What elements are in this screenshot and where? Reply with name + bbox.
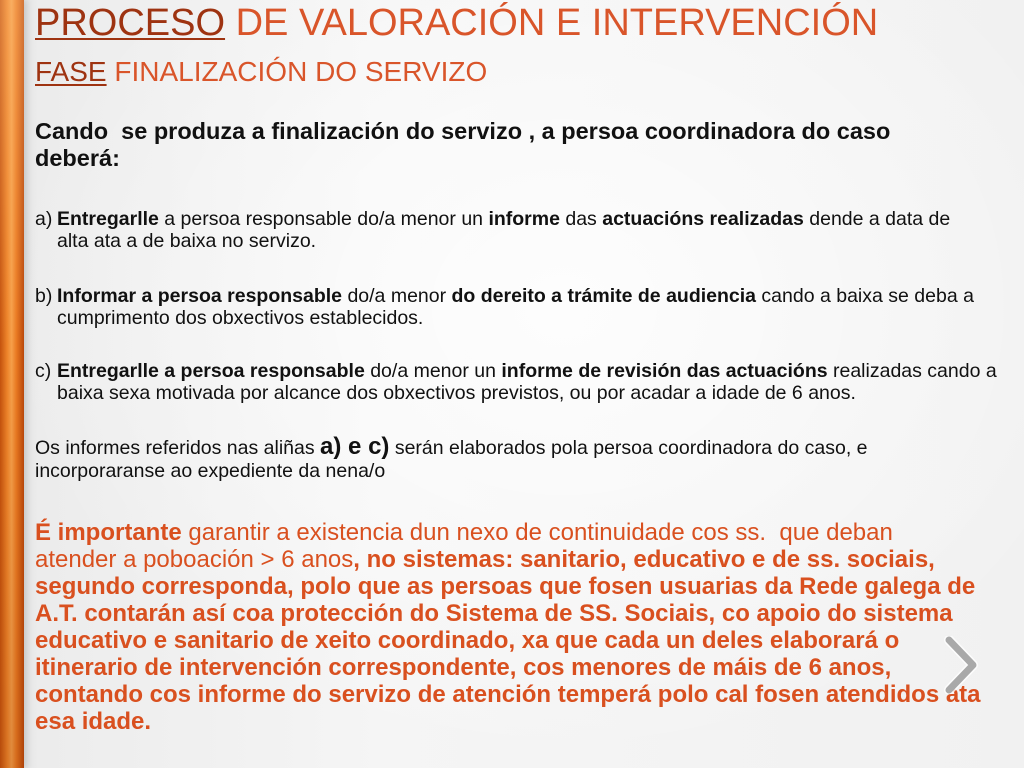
list-item-label: b) — [35, 285, 53, 307]
next-slide-chevron[interactable] — [942, 636, 980, 694]
chevron-right-icon — [942, 636, 980, 694]
text-run: do/a menor — [342, 285, 452, 307]
text-run: Os informes referidos nas aliñas — [35, 437, 321, 459]
text-line — [57, 208, 950, 230]
text-line — [35, 600, 981, 627]
bold-text-run: Entregarlle a persoa responsable — [57, 360, 365, 382]
bold-text-run: a) e c) — [320, 433, 390, 460]
slide-subtitle — [35, 56, 487, 88]
text-line — [35, 460, 868, 483]
text-line — [57, 382, 997, 404]
slide-title — [35, 2, 878, 44]
list-item-c — [0, 360, 1024, 448]
note-paragraph — [35, 433, 868, 483]
bold-text-run: , no sistemas: sanitario, educativo e de ss. sociais, — [353, 546, 935, 573]
bold-text-run: A.T. contarán así coa protección do Sistema de SS. Sociais, co apoio do sistema — [35, 600, 953, 627]
bold-text-run: itinerario de intervención correspondente, cos menores de máis de 6 anos, — [35, 654, 892, 681]
text-run: baixa sexa motivada por alcance dos obxectivos previstos, ou por acadar a idade de 6 anos. — [57, 382, 856, 404]
title-rest: DE VALORACIÓN E INTERVENCIÓN — [225, 2, 879, 44]
bold-text-run: Cando se produza a finalización do servizo , a persoa coordinadora do caso — [35, 118, 891, 144]
text-run: alta ata a de baixa no servizo. — [57, 230, 317, 252]
text-line — [57, 285, 974, 307]
text-run: garantir a existencia dun nexo de continuidade cos ss. que deban — [181, 519, 893, 546]
text-line — [35, 433, 868, 460]
intro-paragraph — [35, 118, 890, 172]
bold-text-run: do dereito a trámite de audiencia — [451, 285, 757, 307]
bold-text-run: Entregarlle — [57, 208, 159, 230]
text-line — [57, 230, 950, 252]
list-item-label: c) — [35, 360, 52, 382]
subtitle-rest: FINALIZACIÓN DO SERVIZO — [106, 56, 488, 87]
bold-text-run: Informar a persoa responsable — [57, 285, 343, 307]
text-run: serán elaborados pola persoa coordinadora do caso, e — [389, 437, 868, 459]
text-run: cando a baixa se deba a — [756, 285, 974, 307]
text-line — [35, 519, 981, 546]
important-paragraph — [35, 519, 981, 735]
text-line — [35, 627, 981, 654]
list-item-label: a) — [35, 208, 53, 230]
bold-text-run: deberá: — [35, 145, 120, 171]
list-item-text — [57, 208, 950, 252]
text-line — [35, 708, 981, 735]
text-run: a persoa responsable do/a menor un — [158, 208, 489, 230]
bold-text-run: educativo e sanitario de xeito coordinado, xa que cada un deles elaborará o — [35, 627, 900, 654]
text-line — [35, 654, 981, 681]
bold-text-run: informe — [488, 208, 560, 230]
text-run: cumprimento dos obxectivos establecidos. — [57, 307, 424, 329]
text-line — [35, 118, 890, 145]
text-line — [35, 546, 981, 573]
list-item-a — [0, 208, 1024, 296]
text-line — [35, 681, 981, 708]
bold-text-run: esa idade. — [35, 708, 152, 735]
text-line — [35, 573, 981, 600]
text-run: dende a data de — [803, 208, 951, 230]
text-run: realizadas cando a — [827, 360, 997, 382]
text-run: atender a poboación > 6 anos — [35, 546, 354, 573]
subtitle-emphasis: FASE — [35, 56, 107, 87]
text-run: do/a menor un — [364, 360, 502, 382]
list-item-text — [57, 360, 997, 404]
bold-text-run: É importante — [35, 519, 182, 546]
bold-text-run: segundo corresponda, polo que as persoas que fosen usuarias da Rede galega de — [35, 573, 976, 600]
text-line — [35, 145, 890, 172]
text-line — [57, 307, 974, 329]
bold-text-run: actuacións realizadas — [602, 208, 804, 230]
text-line — [57, 360, 997, 382]
text-run: das — [559, 208, 603, 230]
title-emphasis: PROCESO — [35, 2, 226, 44]
text-run: incorporaranse ao expediente da nena/o — [35, 460, 386, 482]
bold-text-run: informe de revisión das actuacións — [501, 360, 828, 382]
bold-text-run: contando cos informe do servizo de atención temperá polo cal fosen atendidos ata — [35, 681, 981, 708]
list-item-text — [57, 285, 974, 329]
